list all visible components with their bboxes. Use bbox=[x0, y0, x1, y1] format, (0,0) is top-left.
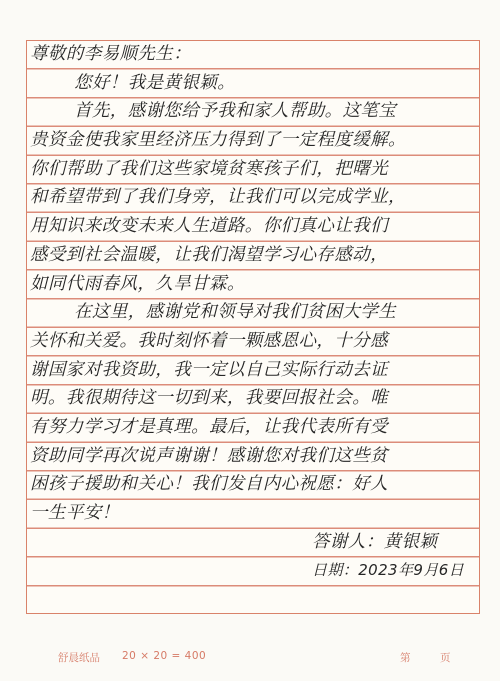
paragraph-line: 有努力学习才是真理。最后，让我代表所有受 bbox=[30, 416, 388, 437]
letter-body bbox=[30, 43, 480, 588]
paragraph-line: 贵资金使我家里经济压力得到了一定程度缓解。 bbox=[30, 130, 406, 151]
paragraph-line: 明。我很期待这一切到来，我要回报社会。唯 bbox=[30, 388, 388, 409]
grid-spec: 20 × 20 = 400 bbox=[122, 650, 207, 662]
paragraph-line: 如同代雨春风，久旱甘霖。 bbox=[30, 273, 245, 294]
paper-brand: 舒晨纸品 bbox=[58, 652, 100, 664]
date-line: 日期：2023年9月6日 bbox=[312, 561, 465, 580]
signature-line: 答谢人：黄银颖 bbox=[312, 531, 438, 552]
paragraph-line: 首先，感谢您给予我和家人帮助。这笔宝 bbox=[74, 101, 397, 122]
salutation-line: 尊敬的李易顺先生： bbox=[30, 44, 192, 64]
greeting-line: 您好！我是黄银颖。 bbox=[74, 72, 236, 93]
page-number-unit: 页 bbox=[440, 652, 451, 664]
page-number-label: 第 bbox=[400, 652, 411, 664]
paragraph-line: 困孩子援助和关心！我们发自内心祝愿：好人 bbox=[30, 474, 388, 495]
paragraph-line: 用知识来改变未来人生道路。你们真心让我们 bbox=[30, 216, 388, 237]
paragraph-line: 在这里，感谢党和领导对我们贫困大学生 bbox=[74, 302, 397, 323]
paragraph-line: 资助同学再次说声谢谢！感谢您对我们这些贫 bbox=[30, 445, 388, 466]
paragraph-line: 谢国家对我资助，我一定以自己实际行动去证 bbox=[30, 359, 388, 380]
paragraph-line: 感受到社会温暖，让我们渴望学习心存感动， bbox=[30, 244, 388, 265]
paragraph-line: 关怀和关爱。我时刻怀着一颗感恩心，十分感 bbox=[30, 330, 388, 351]
paragraph-line: 和希望带到了我们身旁，让我们可以完成学业， bbox=[30, 187, 406, 208]
paragraph-line: 你们帮助了我们这些家境贫寒孩子们，把曙光 bbox=[30, 158, 388, 179]
paragraph-line: 一生平安！ bbox=[30, 503, 120, 523]
